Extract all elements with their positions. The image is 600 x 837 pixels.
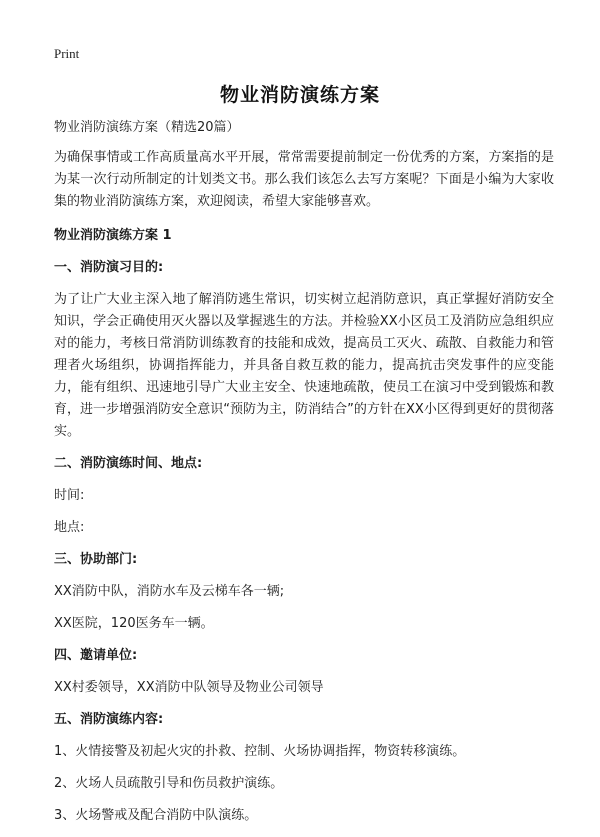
section-1-heading: 一、消防演习目的:: [54, 260, 164, 275]
document-title: 物业消防演练方案: [219, 84, 380, 106]
plan-heading: 物业消防演练方案 1: [54, 228, 172, 243]
document-body: [54, 117, 554, 837]
invite-line-1: XX村委领导，XX消防中队领导及物业公司领导: [54, 680, 324, 695]
assist-line-1: XX消防中队，消防水车及云梯车各一辆;: [54, 584, 285, 599]
section-4-heading: 四、邀请单位:: [54, 648, 138, 663]
content-item-3: 3、火场警戒及配合消防中队演练。: [54, 808, 258, 823]
content-item-2: 2、火场人员疏散引导和伤员救护演练。: [54, 776, 284, 791]
section-3-heading: 三、协助部门:: [54, 552, 138, 567]
place-label: 地点:: [54, 520, 85, 535]
section-1-body: 为了让广大业主深入地了解消防逃生常识，切实树立起消防意识，真正掌握好消防安全知识，学会正确使用灭火器以及掌握逃生的方法。并检验XX小区员工及消防应急组织应对的能力，考核日常消防训练教育的技能和成效，提高员工灭火、疏散、自救能力和管理者火场组织，协调指挥能力，并具备自救互救的能力，提高抗击突发事件的应变能力，能有组织、迅速地引导广大业主安全、快速地疏散，使员工在演习中受到锻炼和教育，进一步增强消防安全意识“预防为主，防消结合”的方针在XX小区得到更好的贯彻落实。: [54, 292, 554, 439]
intro-paragraph: 为确保事情或工作高质量高水平开展，常常需要提前制定一份优秀的方案，方案指的是为某一次行动所制定的计划类文书。那么我们该怎么去写方案呢？下面是小编为大家收集的物业消防演练方案，欢迎阅读，希望大家能够喜欢。: [54, 150, 554, 209]
print-label[interactable]: Print: [54, 46, 80, 61]
content-item-1: 1、火情接警及初起火灾的扑救、控制、火场协调指挥，物资转移演练。: [54, 744, 466, 759]
document-subtitle: 物业消防演练方案（精选20篇）: [54, 120, 240, 135]
time-label: 时间:: [54, 488, 85, 503]
section-2-heading: 二、消防演练时间、地点:: [54, 456, 203, 471]
assist-line-2: XX医院，120医务车一辆。: [54, 616, 214, 631]
section-5-heading: 五、消防演练内容:: [54, 712, 164, 727]
